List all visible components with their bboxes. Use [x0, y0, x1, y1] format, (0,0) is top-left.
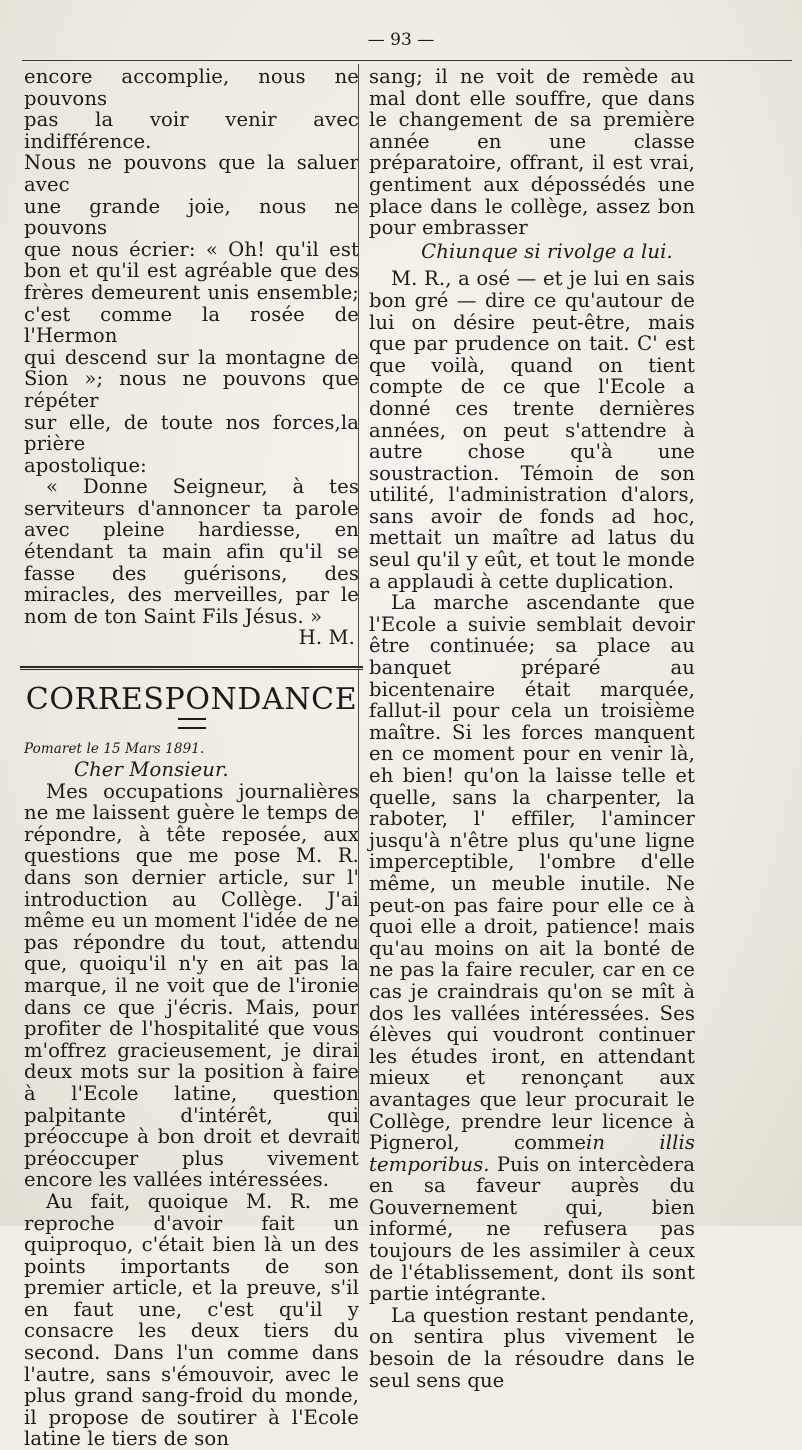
intro-line: Nous ne pouvons que la saluer avec — [24, 151, 359, 196]
section-divider — [20, 666, 363, 668]
intro-line: bon et qu'il est agréable que des — [24, 259, 359, 283]
section-heading: CORRESPONDANCE — [25, 682, 358, 718]
italian-quote: Chiunque si rivolge a lui. — [421, 239, 673, 263]
intro-line: apostolique: — [24, 453, 147, 477]
intro-line: pas la voir venir avec indifférence. — [24, 108, 359, 153]
intro-line: une grande joie, nous ne pouvons — [24, 194, 359, 240]
letter-salutation: Cher Monsieur. — [74, 758, 229, 782]
letter-text: Puis on intercèdera en sa faveur auprès du Gouvernement qui, bien informé, ne refusera pas toujours de les assimiler à ceux de l'établissement, dont ils sont partie intégrante. — [369, 1152, 695, 1306]
intro-line: encore accomplie, nous ne pouvons — [24, 65, 359, 110]
intro-line: c'est comme la rosée de l'Hermon — [24, 302, 359, 348]
intro-line: qui descend sur la montagne de — [24, 345, 359, 369]
left-column — [24, 66, 359, 1450]
page-number: — 93 — — [367, 30, 435, 50]
letter-paragraph: La question restant pendante, on sentira plus vivement le besoin de la résoudre dans le seul sens que — [369, 1303, 695, 1392]
section-divider-thin — [20, 669, 363, 670]
letter-text: La marche ascendante que l'Ecole a suivie semblait devoir être continuée; sa place au banquet préparé au bicentenaire était marquée, fallut-il pour cela un troisième maître. Si les forces manquent en ce moment pour en venir là, eh bien! qu'on la laisse telle et quelle, sans la charpenter, la raboter, l' effiler, l'amincer jusqu'à n'être plus qu'une ligne imperceptible, l'ombre d'elle même, un meuble inutile. Ne peut-on pas faire pour elle ce à quoi elle a droit, patience! mais qu'au moins on ait la bonté de ne pas la faire reculer, car en ce cas je craindrais qu'on se mît à dos les vallées intéressées. Ses élèves qui voudront continuer les études iront, en attendant mieux et renonçant aux avantages que leur procurait le Collège, prendre leur licence à Pignerol, comme — [369, 591, 695, 1155]
prayer-paragraph: « Donne Seigneur, à tes serviteurs d'annoncer ta parole avec pleine hardiesse, en étendant ta main afin qu'il se fasse des guérisons, des miracles, des merveilles, par le nom de ton Saint Fils Jésus. » — [24, 475, 359, 628]
top-rule — [22, 60, 792, 61]
letter-paragraph-continued: sang; il ne voit de remède au mal dont elle souffre, que dans le changement de sa première année en une classe préparatoire, offrant, il est vrai, gentiment aux dépossédés une place dans le collège, assez bon pour embrasser — [369, 65, 695, 240]
signature: H. M. — [298, 626, 355, 650]
intro-line: sur elle, de toute nos forces,la prière — [24, 410, 359, 456]
letter-dateline: Pomaret le 15 Mars 1891. — [24, 741, 205, 758]
letter-paragraph: Mes occupations journalières ne me laissent guère le temps de répondre, à tête reposée, aux questions que me pose M. R. dans son dernier article, sur l' introduction au Collège. J'ai même eu un moment l'idée de ne pas répondre du tout, attendu que, quoiqu'il n'y en ait pas la marque, il ne voit que de l'ironie dans ce que j'écris. Mais, pour profiter de l'hospitalité que vous m'offrez gracieusement, je dirai deux mots sur la position à faire à l'Ecole latine, question palpitante d'intérêt, qui préoccupe à bon droit et devrait préoccuper plus vivement encore les vallées intéressées. — [24, 779, 359, 1192]
letter-paragraph — [369, 592, 695, 1305]
column-divider — [358, 64, 359, 1144]
right-column — [369, 66, 695, 1391]
intro-line: frères demeurent unis ensemble; — [24, 280, 359, 304]
letter-paragraph: M. R., a osé — et je lui en sais bon gré — dire ce qu'autour de lui on désire peut-être, mais que par prudence on tait. C' est que voilà, quand on tient compte de ce que l'Ecole a donné ces trente dernières années, on peut s'attendre à autre chose qu'à une soustraction. Témoin de son utilité, l'administration d'alors, sans avoir de fonds ad hoc, mettait un maître ad latus du seul qu'il y eût, et tout le monde a applaudi à cette duplication. — [369, 267, 695, 593]
letter-paragraph: Au fait, quoique M. R. me reproche d'avoir fait un quiproquo, c'était bien là un des points importants de son premier article, et la preuve, s'il en faut une, c'est qu'il y consacre les deux tiers du second. Dans l'un comme dans l'autre, sans s'émouvoir, avec le plus grand sang-froid du monde, il propose de soutirer à l'Ecole latine le tiers de son — [24, 1189, 359, 1450]
latin-phrase: in illis temporibus. — [369, 1131, 695, 1176]
intro-line: Sion »; nous ne pouvons que répéter — [24, 367, 359, 412]
intro-line: que nous écrier: « Oh! qu'il est — [24, 237, 359, 261]
